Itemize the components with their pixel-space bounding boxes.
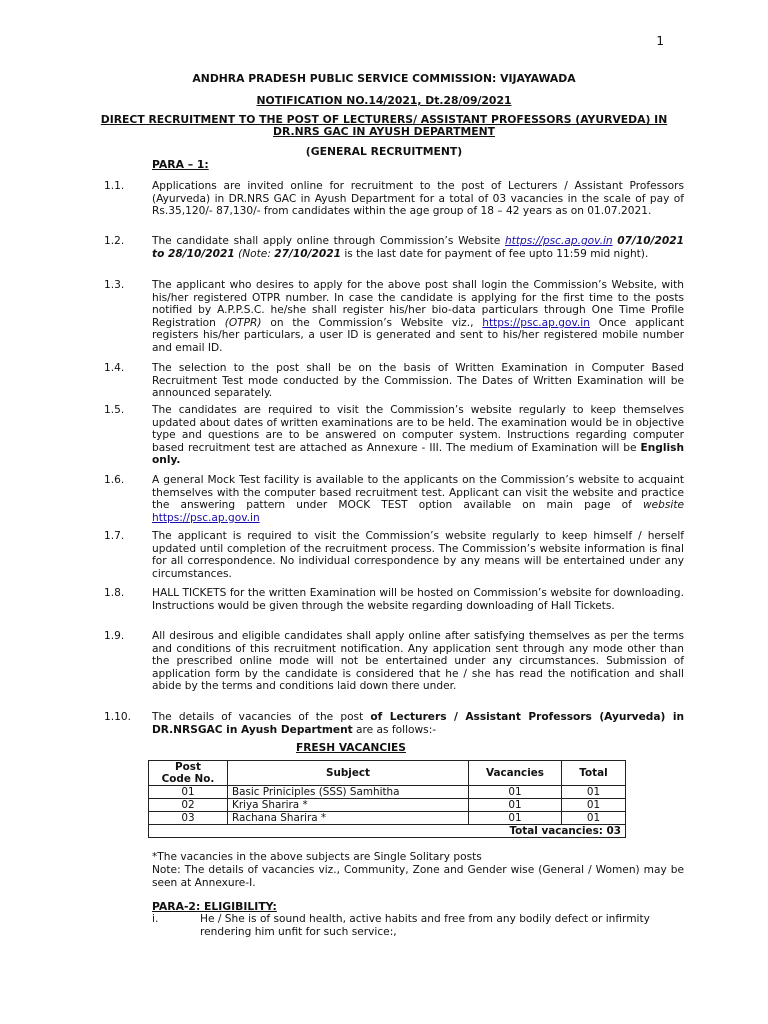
single-solitary-note: *The vacancies in the above subjects are Single Solitary posts [152, 851, 482, 863]
otpr-label: (OTPR) [224, 316, 262, 329]
clause-1-6 [104, 474, 684, 524]
table-header-row [149, 761, 626, 786]
recruitment-title-line2: DR.NRS GAC IN AYUSH DEPARTMENT [273, 125, 495, 138]
header-post-code [149, 761, 228, 786]
clause-text: All desirous and eligible candidates shall apply online after satisfying themselves as per the terms and conditions of this recruitment notification. Any application sent through any mode other than the prescribed online mode will not be entertained under any circumstances. Submission of application form by the candidate is considered that he / she has read the notification and shall abide by the terms and conditions laid down there under. [152, 630, 684, 693]
psc-website-link[interactable]: https://psc.ap.gov.in [504, 235, 613, 247]
cell-subject: Rachana Sharira * [228, 812, 469, 825]
clause-text [152, 235, 684, 260]
clause-1-9 [104, 630, 684, 693]
commission-title: ANDHRA PRADESH PUBLIC SERVICE COMMISSION: VIJAYAWADA [192, 72, 576, 85]
cell-code: 01 [149, 786, 228, 799]
page-number: 1 [656, 34, 664, 48]
cell-subject: Basic Priniciples (SSS) Samhitha [228, 786, 469, 799]
cell-total: 01 [562, 786, 626, 799]
psc-website-link[interactable]: https://psc.ap.gov.in [482, 316, 590, 329]
application-dates: 07/10/2021 to 28/10/2021 [152, 235, 684, 260]
clause-number: 1.5. [104, 404, 125, 416]
note-prefix: (Note: [234, 247, 275, 260]
header-code-no: Code No. [161, 773, 215, 785]
psc-website-link[interactable]: https://psc.ap.gov.in [152, 511, 260, 524]
header-post: Post [175, 761, 201, 773]
header-total: Total [562, 761, 626, 786]
clause-number: 1.4. [104, 362, 125, 374]
vacancies-table [148, 760, 626, 838]
header-vacancies: Vacancies [469, 761, 562, 786]
clause-text-part: is the last date for payment of fee upto 11:59 mid night). [340, 247, 649, 260]
clause-text-part: The candidates are required to visit the Commission’s website regularly to keep themselves updated about dates of written examinations are to be held. The examination would be in objective type and questions are to be answered on computer system. Instructions regarding computer based recruitment test are attached as Annexure - III. The medium of Examination will be [152, 404, 684, 454]
clause-text: Applications are invited online for recruitment to the post of Lecturers / Assistant Professors (Ayurveda) in DR.NRS GAC in Ayush Department for a total of 03 vacancies in the scale of pay of Rs.35,120/- 87,130/- from candidates within the age group of 18 – 42 years as on 01.07.2021. [152, 180, 684, 218]
cell-total: 01 [562, 799, 626, 812]
clause-number: 1.10. [104, 711, 131, 723]
total-vacancies: Total vacancies: 03 [149, 825, 626, 838]
clause-1-8 [104, 587, 684, 612]
clause-number: 1.3. [104, 279, 125, 291]
clause-text-part: A general Mock Test facility is available to the applicants on the Commission’s website to acquaint themselves with the computer based recruitment test. Applicant can visit the website and practice the answering pattern under MOCK TEST option available on main page of [152, 474, 684, 512]
eligibility-item-text: He / She is of sound health, active habits and free from any bodily defect or infirmity rendering him unfit for such service:, [200, 913, 650, 938]
post-name: of Lecturers / Assistant Professors (Ayurveda) in DR.NRSGAC in Ayush Department [152, 711, 684, 736]
clause-text [152, 279, 684, 355]
clause-1-10 [104, 711, 684, 736]
clause-1-2 [104, 235, 684, 260]
fee-last-date: 27/10/2021 [274, 247, 341, 260]
clause-1-4 [104, 362, 684, 400]
para2-heading: PARA-2: ELIGIBILITY: [152, 900, 277, 913]
clause-number: 1.9. [104, 630, 125, 642]
general-recruitment: (GENERAL RECRUITMENT) [305, 145, 463, 158]
clause-text: The selection to the post shall be on the basis of Written Examination in Computer Based Recruitment Test mode conducted by the Commission. The Dates of Written Examination will be announced separately. [152, 362, 684, 400]
clause-number: 1.8. [104, 587, 125, 599]
clause-text-part: The applicant who desires to apply for the above post shall login the Commission’s Website, with his/her registered OTPR number. In case the candidate is applying for the first time to the posts notified by A.P.P.S.C. he/she shall register his/her bio-data particulars through One Time Profile Registration [152, 279, 684, 329]
cell-vacancies: 01 [469, 786, 562, 799]
clause-text [152, 711, 684, 736]
cell-code: 03 [149, 812, 228, 825]
clause-text [152, 404, 684, 467]
website-word: website [642, 499, 684, 512]
exam-medium: English only. [152, 441, 684, 467]
clause-text-part: are as follows:- [352, 723, 437, 736]
clause-text-part: The candidate shall apply online through Commission’s Website [152, 235, 505, 247]
cell-code: 02 [149, 799, 228, 812]
vacancy-details-note: Note: The details of vacancies viz., Community, Zone and Gender wise (General / Women) may be seen at Annexure-I. [152, 864, 684, 889]
clause-text-part: Once applicant registers his/her particulars, a user ID is generated and sent to his/her registered mobile number and email ID. [152, 316, 684, 354]
cell-total: 01 [562, 812, 626, 825]
para1-heading: PARA – 1: [152, 158, 209, 171]
recruitment-title-line1: DIRECT RECRUITMENT TO THE POST OF LECTURERS/ ASSISTANT PROFESSORS (AYURVEDA) IN [100, 113, 668, 126]
clause-1-1 [104, 180, 684, 218]
clause-text [152, 474, 684, 524]
clause-number: 1.6. [104, 474, 125, 486]
clause-number: 1.2. [104, 235, 125, 247]
clause-1-7 [104, 530, 684, 580]
clause-text-part: on the Commission’s Website viz., [261, 316, 483, 329]
cell-vacancies: 01 [469, 799, 562, 812]
table-row [149, 812, 626, 825]
clause-1-5 [104, 404, 684, 467]
clause-number: 1.1. [104, 180, 125, 192]
clause-text-part: The details of vacancies of the post [152, 711, 371, 723]
clause-text: HALL TICKETS for the written Examination will be hosted on Commission’s website for downloading. Instructions would be given through the website regarding downloading of Hall Tickets. [152, 587, 684, 612]
cell-vacancies: 01 [469, 812, 562, 825]
table-row [149, 799, 626, 812]
table-total-row [149, 825, 626, 838]
clause-number: 1.7. [104, 530, 125, 542]
table-row [149, 786, 626, 799]
notification-number: NOTIFICATION NO.14/2021, Dt.28/09/2021 [256, 94, 512, 107]
header-subject: Subject [228, 761, 469, 786]
eligibility-item-number: i. [152, 913, 159, 925]
fresh-vacancies-heading: FRESH VACANCIES [296, 742, 406, 754]
clause-text: The applicant is required to visit the Commission’s website regularly to keep himself / herself updated until completion of the recruitment process. The Commission’s website information is final for all correspondence. No individual correspondence by any means will be entertained under any circumstances. [152, 530, 684, 580]
cell-subject: Kriya Sharira * [228, 799, 469, 812]
clause-1-3 [104, 279, 684, 355]
